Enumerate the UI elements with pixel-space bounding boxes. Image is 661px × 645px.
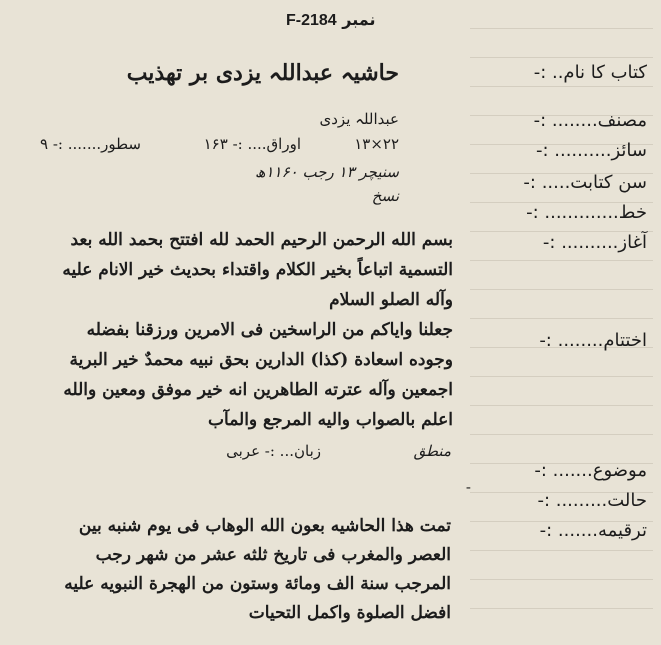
colophon-line-3: المرجب سنة الف ومائة وستون من الهجرة النبويه عليه <box>64 574 451 594</box>
size-value: ۱۳×۲۲ <box>354 135 399 153</box>
label-book-name: کتاب کا نام.. :- <box>533 62 647 83</box>
script-value: نسخ <box>371 187 399 205</box>
condition-value: - <box>465 478 471 496</box>
label-topic: موضوع....... :- <box>534 460 647 481</box>
colophon-line-1: تمت هذا الحاشيه بعون الله الوهاب فی يوم شنبه بين <box>78 516 451 536</box>
begin-line-3: وآله الصلو السلام <box>329 290 453 310</box>
bleed-through-texture <box>462 0 661 645</box>
topic-value: منطق <box>413 442 451 460</box>
begin-line-2: التسمية اتباعاً بخير الكلام واقتداء بحديث خير الانام عليه <box>62 260 453 280</box>
begin-line-1: بسم الله الرحمن الرحيم الحمد لله افتتح بحمد الله بعد <box>70 230 453 250</box>
author-value: عبداللہ یزدی <box>319 110 399 128</box>
folios-value: اوراق.... :- ۱۶۳ <box>203 135 301 153</box>
end-line-2: وجوده اسعادة (كذا) الدارين بحق نبيه محمدٌ خير البرية <box>69 350 453 370</box>
label-author: مصنف........ :- <box>533 110 647 131</box>
book-title: حاشیہ عبداللہ یزدی بر تھذیب <box>126 60 399 86</box>
end-line-3: اجمعين وآله عترته الطاهرين انه خير موفق ومعين والله <box>63 380 453 400</box>
label-end: اختتام........ :- <box>539 330 647 351</box>
colophon-line-2: العصر والمغرب فی تاريخ ثلثه عشر من شهر رجب <box>95 545 451 565</box>
label-condition: حالت......... :- <box>537 490 647 511</box>
label-size: سائز.......... :- <box>535 140 647 161</box>
record-number-id: 2184-F <box>286 12 337 29</box>
label-script: خط............. :- <box>526 202 647 223</box>
end-line-4: اعلم بالصواب واليه المرجع والمآب <box>208 410 453 430</box>
record-number <box>280 10 376 30</box>
label-year: سن کتابت..... :- <box>523 172 647 193</box>
record-number-word: نمبر <box>342 10 376 29</box>
end-line-1: جعلنا وایاکم من الراسخین فی الامرین ورزقنا بفضله <box>86 320 453 340</box>
lines-value: سطور....... :- ۹ <box>40 135 141 153</box>
label-colophon: ترقیمه....... :- <box>539 520 647 541</box>
colophon-line-4: افضل الصلوة واكمل التحيات <box>248 603 451 623</box>
year-value: سنیچر ۱۳ رجب ۱۱۶۰ھ <box>255 163 399 181</box>
language-value: زبان... :- عربی <box>226 442 321 460</box>
label-begin: آغاز.......... :- <box>542 232 647 253</box>
